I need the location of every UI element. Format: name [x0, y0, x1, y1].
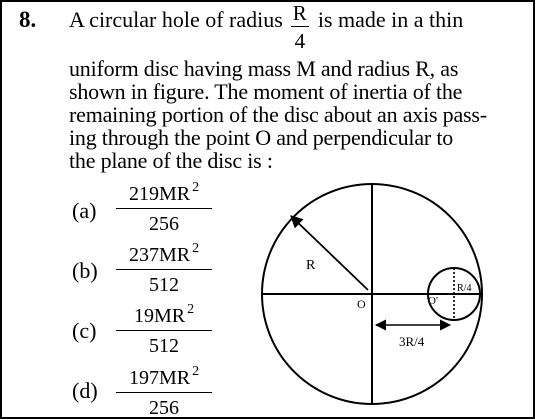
- option-a-denominator: 256: [149, 213, 179, 235]
- option-d-denominator: 256: [149, 397, 179, 417]
- hole-center-label: O': [428, 295, 438, 307]
- hole-radius-label: R/4: [457, 283, 472, 294]
- question-line: shown in figure. The moment of inertia of the: [69, 79, 463, 104]
- hole-radius-numerator: R: [292, 2, 307, 25]
- option-a-label: (a): [72, 198, 97, 223]
- question-number: 8.: [19, 7, 37, 32]
- question-line: remaining portion of the disc about an axis pass-: [69, 102, 487, 127]
- radius-arrow: [291, 216, 368, 290]
- option-a-numerator: 219MR $^2$: [128, 180, 200, 205]
- question-text-part1: A circular hole of radius: [69, 7, 283, 32]
- option-c-label: (c): [72, 318, 97, 343]
- radius-label: R: [306, 258, 316, 273]
- option-b-denominator: 512: [149, 274, 179, 296]
- question-line: the plane of the disc is :: [69, 148, 273, 173]
- option-d-numerator: 197MR $^2$: [128, 364, 200, 389]
- offset-label: 3R/4: [399, 334, 425, 349]
- option-b-numerator: 237MR $^2$: [128, 241, 200, 266]
- option-c-denominator: 512: [149, 335, 179, 357]
- option-c-numerator: 19MR $^2$: [133, 302, 195, 327]
- question-line: uniform disc having mass M and radius R, as: [69, 56, 459, 81]
- option-b-label: (b): [72, 258, 98, 283]
- center-o-label: O: [357, 297, 366, 311]
- hole-radius-denominator: 4: [294, 29, 306, 53]
- disc-figure: [2, 2, 533, 417]
- question-page: [2, 2, 533, 417]
- question-line: ing through the point O and perpendicular to: [69, 125, 454, 150]
- question-text-part2: is made in a thin: [317, 7, 464, 32]
- option-d-label: (d): [72, 378, 98, 403]
